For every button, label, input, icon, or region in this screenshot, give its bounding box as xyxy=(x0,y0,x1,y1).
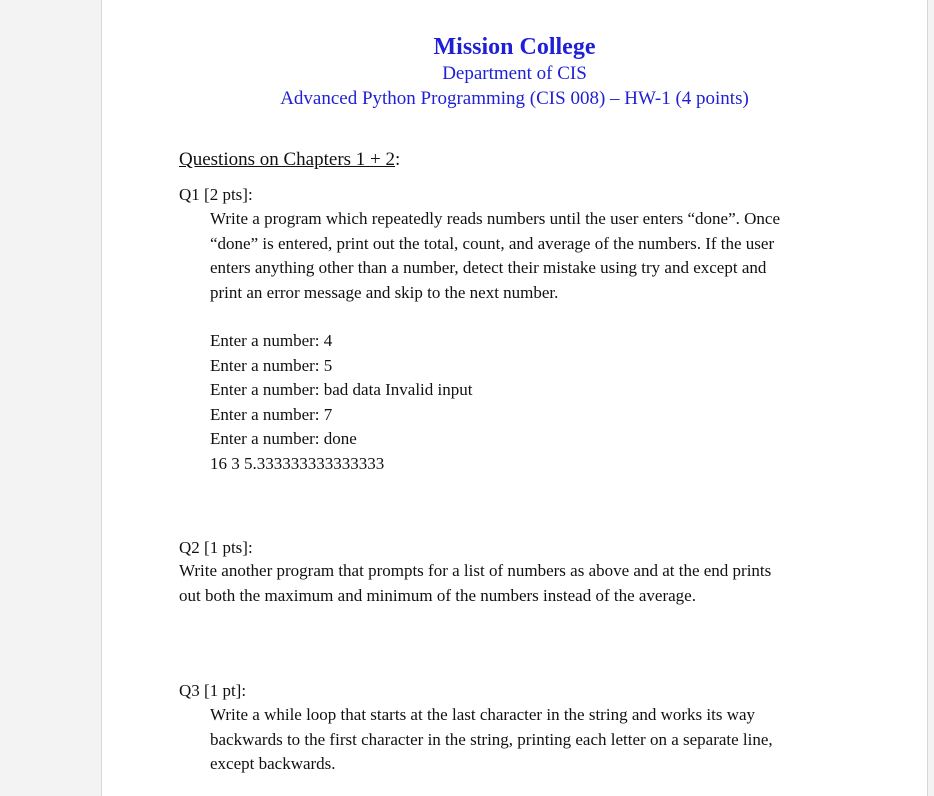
q2-line: Write another program that prompts for a list of numbers as above and at the end prints xyxy=(179,561,772,580)
q1-line: print an error message and skip to the next number. xyxy=(210,282,559,302)
q1-line: Write a program which repeatedly reads numbers until the user enters “done”. Once xyxy=(210,209,781,228)
sample-line: Enter a number: bad data Invalid input xyxy=(210,380,473,399)
q2-description xyxy=(179,559,771,608)
document-page xyxy=(101,0,928,796)
q1-label: Q1 [2 pts]: xyxy=(179,185,253,204)
department-title: Department of CIS xyxy=(442,63,587,84)
q1-line: enters anything other than a number, detect their mistake using try and except and xyxy=(210,258,767,277)
q2-label: Q2 [1 pts]: xyxy=(179,538,253,557)
section-heading-text: Questions on Chapters 1 + 2 xyxy=(179,149,396,170)
sample-line: Enter a number: 5 xyxy=(210,355,333,375)
q3-line: except backwards. xyxy=(210,754,336,773)
sample-line: Enter a number: 4 xyxy=(210,331,333,350)
section-heading xyxy=(179,148,400,172)
sample-line: Enter a number: 7 xyxy=(210,404,333,424)
q1-sample-output xyxy=(210,329,472,476)
q1-line: “done” is entered, print out the total, count, and average of the numbers. If the user xyxy=(210,233,775,253)
q2-line: out both the maximum and minimum of the numbers instead of the average. xyxy=(179,585,696,605)
q1-description xyxy=(210,207,780,305)
q3-line: backwards to the first character in the string, printing each letter on a separate line, xyxy=(210,729,773,749)
course-title: Advanced Python Programming (CIS 008) – HW-1 (4 points) xyxy=(280,88,749,109)
section-heading-colon: : xyxy=(395,149,401,170)
sample-line: 16 3 5.333333333333333 xyxy=(210,453,385,473)
q3-line: Write a while loop that starts at the last character in the string and works its way xyxy=(210,705,756,724)
sample-line: Enter a number: done xyxy=(210,429,357,448)
q3-description xyxy=(210,703,773,777)
college-title: Mission College xyxy=(433,34,596,60)
q3-label: Q3 [1 pt]: xyxy=(179,681,247,700)
